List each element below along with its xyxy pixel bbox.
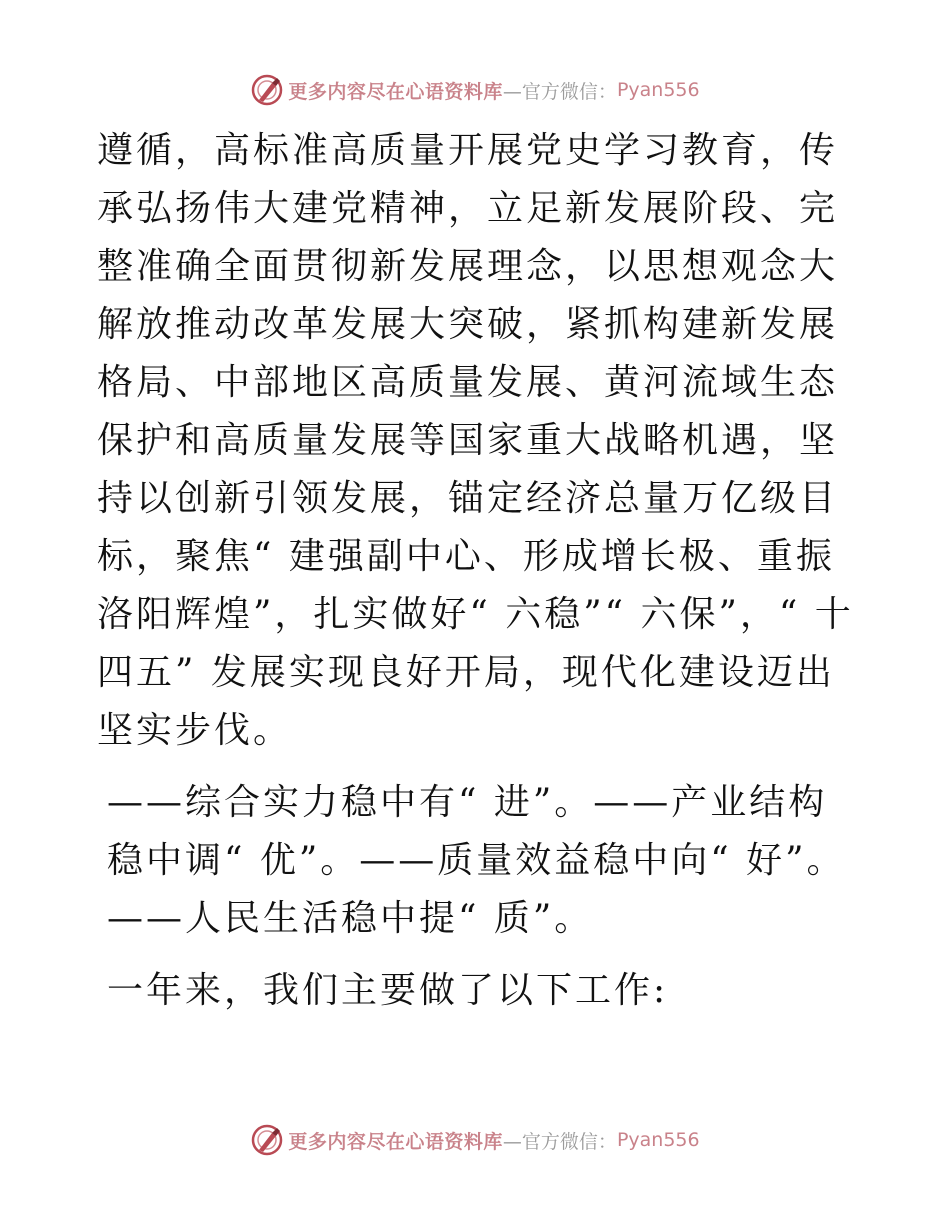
- document-body: [97, 122, 857, 1020]
- watermark-separator: —官方微信：: [502, 80, 617, 103]
- body-paragraph-3: 一年来，我们主要做了以下工作:: [107, 970, 669, 1011]
- watermark-separator: —官方微信：: [502, 1130, 617, 1153]
- body-paragraph-2: ——综合实力稳中有“ 进”。——产业结构稳中调“ 优”。——质量效益稳中向“ 好”。——人民生活稳中提“ 质”。: [107, 782, 846, 939]
- watermark-main-text: 更多内容尽在心语资料库: [288, 1130, 503, 1153]
- footer-watermark: [0, 1120, 950, 1160]
- watermark-main-text: 更多内容尽在心语资料库: [288, 80, 503, 103]
- pen-logo-icon: [250, 73, 284, 107]
- pen-logo-icon: [250, 1123, 284, 1157]
- header-watermark: [0, 70, 950, 110]
- watermark-wechat-id: Pyan556: [616, 1129, 700, 1151]
- watermark-wechat-id: Pyan556: [616, 79, 700, 101]
- body-paragraph-1: 遵循，高标准高质量开展党史学习教育，传承弘扬伟大建党精神，立足新发展阶段、完整准确全面贯彻新发展理念，以思想观念大解放推动改革发展大突破，紧抓构建新发展格局、中部地区高质量发展、黄河流域生态保护和高质量发展等国家重大战略机遇，坚持以创新引领发展，锚定经济总量万亿级目标，聚焦“ 建强副中心、形成增长极、重振洛阳辉煌”，扎实做好“ 六稳”“ 六保”，“ 十四五” 发展实现良好开局，现代化建设迈出坚实步伐。: [97, 130, 854, 751]
